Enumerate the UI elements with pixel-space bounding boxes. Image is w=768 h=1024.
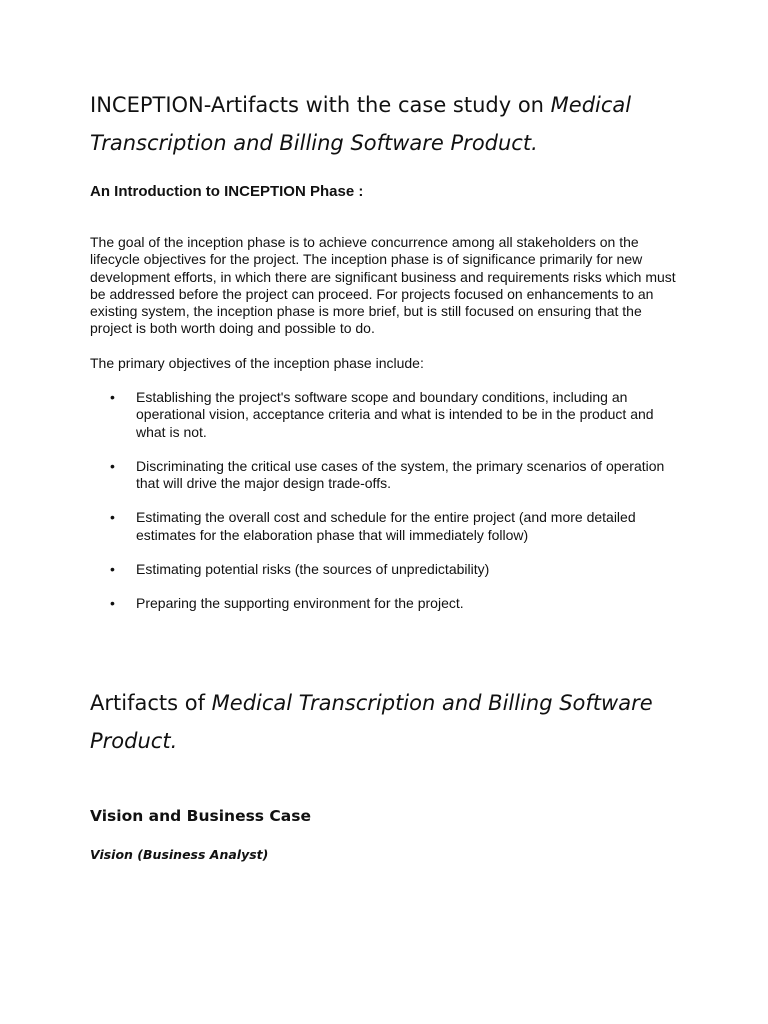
bullet-icon: • xyxy=(110,457,115,474)
list-item-text: Estimating the overall cost and schedule for the entire project (and more detailed estimates for the elaboration phase that will immediately follow) xyxy=(136,509,636,543)
list-item xyxy=(90,389,680,441)
bullet-icon: • xyxy=(110,389,115,405)
intro-paragraph: The goal of the inception phase is to achieve concurrence among all stakeholders on the lifecycle objectives for the project. The inception phase is of significance primarily for new development efforts, in which there are significant business and requirements risks which must be addressed before the project can proceed. For projects focused on enhancements to an existing system, the inception phase is more brief, but is still focused on ensuring that the project is both worth doing and possible to do. xyxy=(90,234,676,337)
list-item xyxy=(90,458,680,493)
document-title xyxy=(90,86,730,162)
title-italic-text: Medical Transcription and Billing Software Product. xyxy=(90,93,632,155)
list-item xyxy=(90,561,680,578)
bullet-icon: • xyxy=(110,509,115,526)
list-item xyxy=(90,509,680,544)
vision-subheading: Vision (Business Analyst) xyxy=(90,847,269,862)
artifacts-title xyxy=(90,684,710,760)
title-plain-text: INCEPTION-Artifacts with the case study on xyxy=(90,93,551,117)
list-item xyxy=(90,595,680,612)
objectives-list xyxy=(90,389,680,630)
artifacts-italic-text: Medical Transcription and Billing Software Product. xyxy=(90,691,653,753)
list-item-text: Establishing the project's software scope and boundary conditions, including an operational vision, acceptance criteria and what is intended to be in the product and what is not. xyxy=(136,389,654,440)
list-item-text: Preparing the supporting environment for the project. xyxy=(136,595,464,612)
list-item-text: Discriminating the critical use cases of the system, the primary scenarios of operation that will drive the major design trade-offs. xyxy=(136,457,665,492)
artifacts-plain-text: Artifacts of xyxy=(90,691,212,715)
objectives-intro-paragraph: The primary objectives of the inception phase include: xyxy=(90,355,424,371)
list-item-text: Estimating potential risks (the sources of unpredictability) xyxy=(136,561,490,578)
bullet-icon: • xyxy=(110,561,115,578)
vision-heading: Vision and Business Case xyxy=(90,807,311,825)
intro-heading: An Introduction to INCEPTION Phase : xyxy=(90,183,364,200)
bullet-icon: • xyxy=(110,595,115,612)
